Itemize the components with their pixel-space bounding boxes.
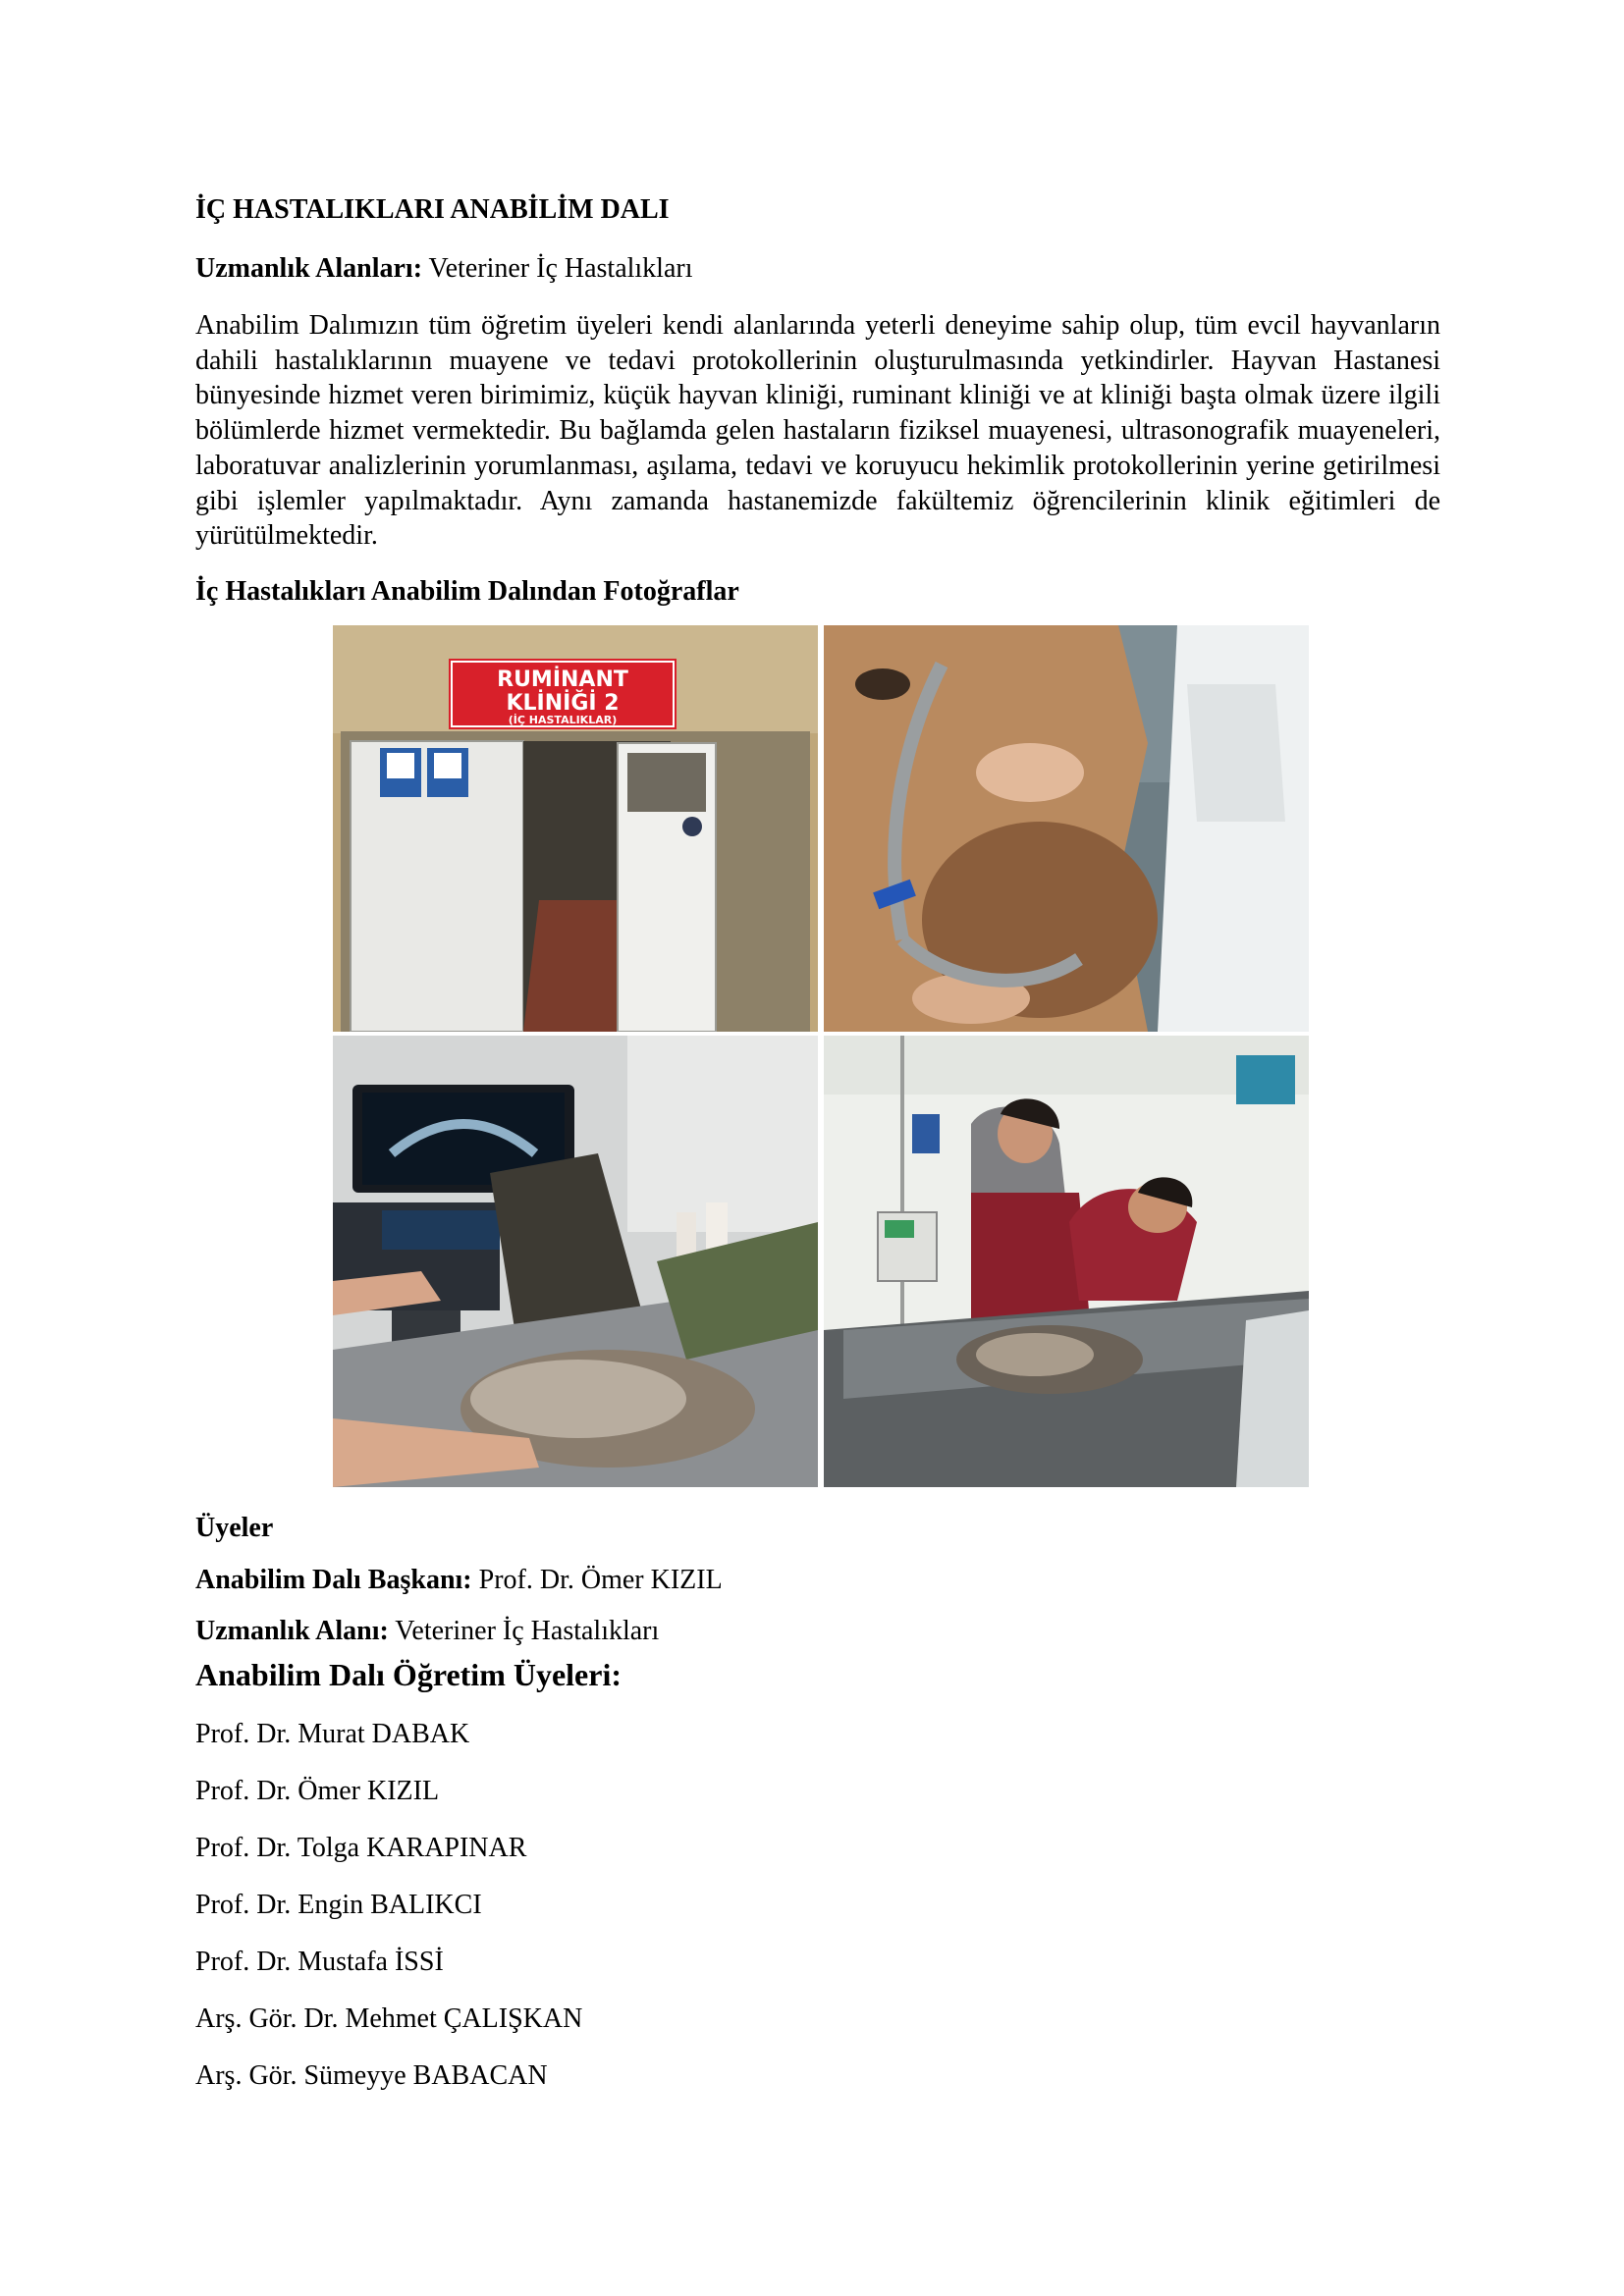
specialty-line <box>195 253 693 285</box>
photos-heading: İç Hastalıkları Anabilim Dalından Fotoğraflar <box>195 576 739 607</box>
head-specialty-label: Uzmanlık Alanı: <box>195 1616 389 1646</box>
faculty-member: Prof. Dr. Murat DABAK <box>195 1719 470 1749</box>
head-line <box>195 1565 723 1596</box>
head-specialty-value: Veteriner İç Hastalıkları <box>388 1616 660 1646</box>
photo-clinic-entrance <box>333 625 818 1032</box>
sign-line-3: (İÇ HASTALIKLAR) <box>508 714 618 726</box>
faculty-member: Prof. Dr. Ömer KIZIL <box>195 1776 440 1806</box>
members-heading: Üyeler <box>195 1513 274 1543</box>
head-value: Prof. Dr. Ömer KIZIL <box>471 1565 723 1595</box>
faculty-member: Prof. Dr. Tolga KARAPINAR <box>195 1833 527 1863</box>
specialty-label: Uzmanlık Alanları: <box>195 253 423 284</box>
faculty-member: Arş. Gör. Dr. Mehmet ÇALIŞKAN <box>195 2003 583 2034</box>
photo-horse-examination <box>824 625 1309 1032</box>
department-description: Anabilim Dalımızın tüm öğretim üyeleri kendi alanlarında yeterli deneyime sahip olup, tüm evcil hayvanların dahili hastalıklarının muayene ve tedavi protokollerinin oluşturulmasında yetkindirler. Hayvan Hastanesi bünyesinde hizmet veren birimimiz, küçük hayvan kliniği, ruminant kliniği ve at kliniği başta olmak üzere ilgili bölümlerde hizmet vermektedir. Bu bağlamda gelen hastaların fiziksel muayenesi, ultrasonografik muayeneleri, laboratuvar analizlerinin yorumlanması, aşılama, tedavi ve koruyucu hekimlik protokollerinin yerine getirilmesi gibi işlemler yapılmaktadır. Aynı zamanda hastanemizde fakültemiz öğrencilerinin klinik eğitimleri de yürütülmektedir. <box>195 310 1440 552</box>
sign-line-2: KLİNİĞİ 2 <box>506 691 620 716</box>
department-title: İÇ HASTALIKLARI ANABİLİM DALI <box>195 194 670 225</box>
faculty-member: Prof. Dr. Engin BALIKCI <box>195 1890 482 1920</box>
photo-cat-treatment <box>824 1036 1309 1487</box>
photo-ultrasound <box>333 1036 818 1487</box>
sign-line-1: RUMİNANT <box>497 667 628 692</box>
faculty-member: Arş. Gör. Sümeyye BABACAN <box>195 2060 548 2091</box>
head-specialty-line <box>195 1616 659 1647</box>
specialty-value: Veteriner İç Hastalıkları <box>422 253 693 284</box>
head-label: Anabilim Dalı Başkanı: <box>195 1565 472 1595</box>
faculty-heading: Anabilim Dalı Öğretim Üyeleri: <box>195 1657 622 1692</box>
faculty-member: Prof. Dr. Mustafa İSSİ <box>195 1947 444 1977</box>
photo-collage <box>333 625 1309 1487</box>
